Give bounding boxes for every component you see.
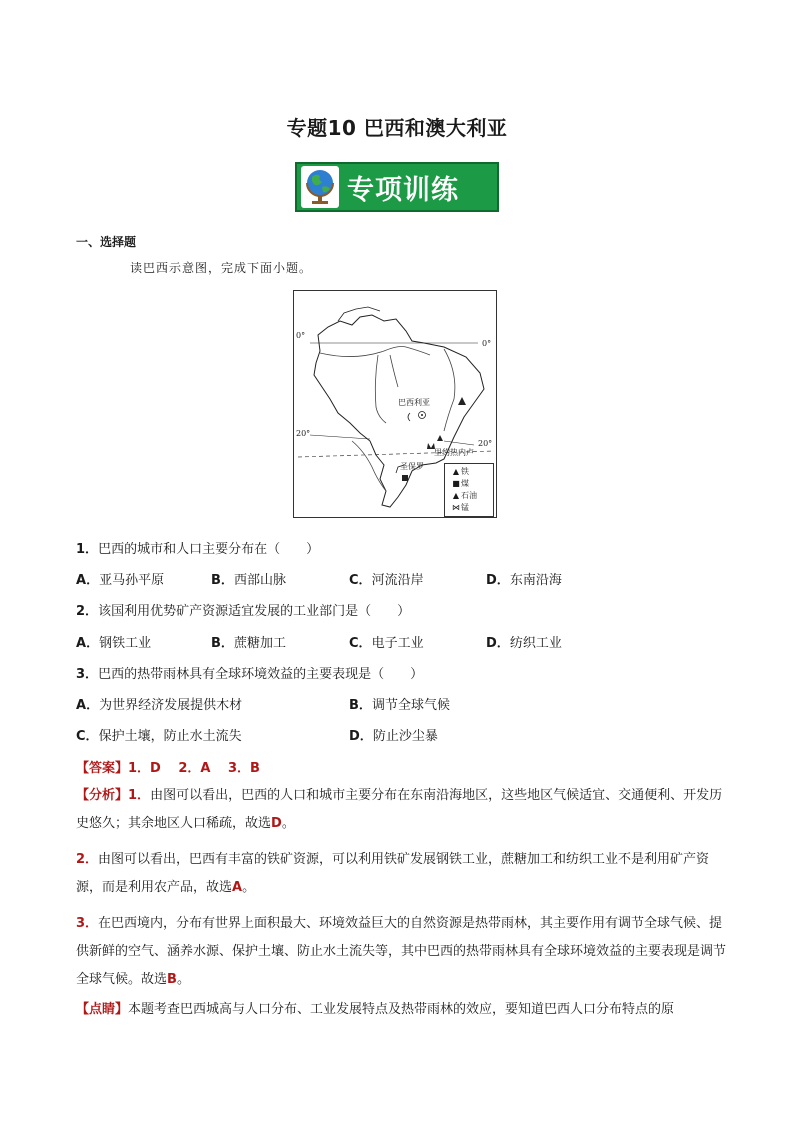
intro-text: 读巴西示意图，完成下面小题。 — [130, 261, 313, 275]
option-3d: D．防止沙尘暴 — [349, 729, 438, 744]
square-icon: ■ — [452, 479, 460, 488]
analysis-paragraph-1: 【分析】1．由图可以看出，巴西的人口和城市主要分布在东南沿海地区，这些地区气候适宜、交通便利、开发历史悠久；其余地区人口稀疏，故选D。 — [76, 788, 723, 831]
brazil-map — [293, 290, 497, 518]
option-2b: B．蔗糖加工 — [211, 636, 286, 651]
triangle-icon: ▲ — [452, 491, 460, 500]
option-2d: D．纺织工业 — [486, 636, 562, 651]
option-3a: A．为世界经济发展提供木材 — [76, 698, 243, 713]
city-label-saopaulo: 圣保罗 — [400, 462, 424, 471]
option-3c: C．保护土壤，防止水土流失 — [76, 729, 242, 744]
option-3b: B．调节全球气候 — [349, 698, 450, 713]
section-heading: 一、选择题 — [76, 235, 137, 249]
question-3: 3．巴西的热带雨林具有全球环境效益的主要表现是（ ） — [76, 667, 424, 682]
lat-label: 0° — [296, 331, 306, 340]
bowtie-icon: ⋈ — [452, 503, 460, 512]
legend-item: ⋈锰 — [452, 503, 469, 512]
option-1c: C．河流沿岸 — [349, 573, 424, 588]
globe-icon — [301, 166, 339, 208]
legend-item: ▲ 铁 — [452, 467, 469, 476]
option-2a: A．钢铁工业 — [76, 636, 152, 651]
option-1b: B．西部山脉 — [211, 573, 286, 588]
analysis-paragraph-2: 2．由图可以看出，巴西有丰富的铁矿资源，可以利用铁矿发展钢铁工业，蔗糖加工和纺织工业不是利用矿产资源，而是利用农产品，故选A。 — [76, 852, 710, 895]
triangle-icon: ▲ — [452, 467, 460, 476]
lat-label: 20° — [296, 429, 311, 438]
legend-item: ■煤 — [452, 479, 469, 488]
question-1: 1．巴西的城市和人口主要分布在（ ） — [76, 542, 320, 557]
option-1d: D．东南沿海 — [486, 573, 562, 588]
city-label-brasilia: 巴西利亚 — [398, 398, 430, 407]
question-2: 2．该国利用优势矿产资源适宜发展的工业部门是（ ） — [76, 604, 411, 619]
lat-label: 20° — [478, 439, 493, 448]
answer-line: 【答案】1．D 2．A 3．B — [76, 761, 260, 776]
analysis-paragraph-3: 3．在巴西境内，分布有世界上面积最大、环境效益巨大的自然资源是热带雨林，其主要作用有调节全球气候、提供新鲜的空气、涵养水源、保护土壤、防止水土流失等，其中巴西的热带雨林具有全球环境效益的主要表现是调节全球气候。故选B。 — [76, 916, 727, 987]
comment-paragraph: 【点睛】本题考查巴西城高与人口分布、工业发展特点及热带雨林的效应，要知道巴西人口分布特点的原 — [76, 1002, 675, 1017]
legend-item: ▲ 石油 — [452, 491, 477, 500]
page-title: 专题10 巴西和澳大利亚 — [286, 116, 508, 140]
banner — [295, 162, 499, 212]
option-1a: A．亚马孙平原 — [76, 573, 165, 588]
city-label-rio: 里约热内卢 — [434, 448, 474, 457]
option-2c: C．电子工业 — [349, 636, 424, 651]
map-legend — [444, 463, 494, 517]
banner-text: 专项训练 — [347, 174, 459, 206]
lat-label: 0° — [482, 339, 492, 348]
